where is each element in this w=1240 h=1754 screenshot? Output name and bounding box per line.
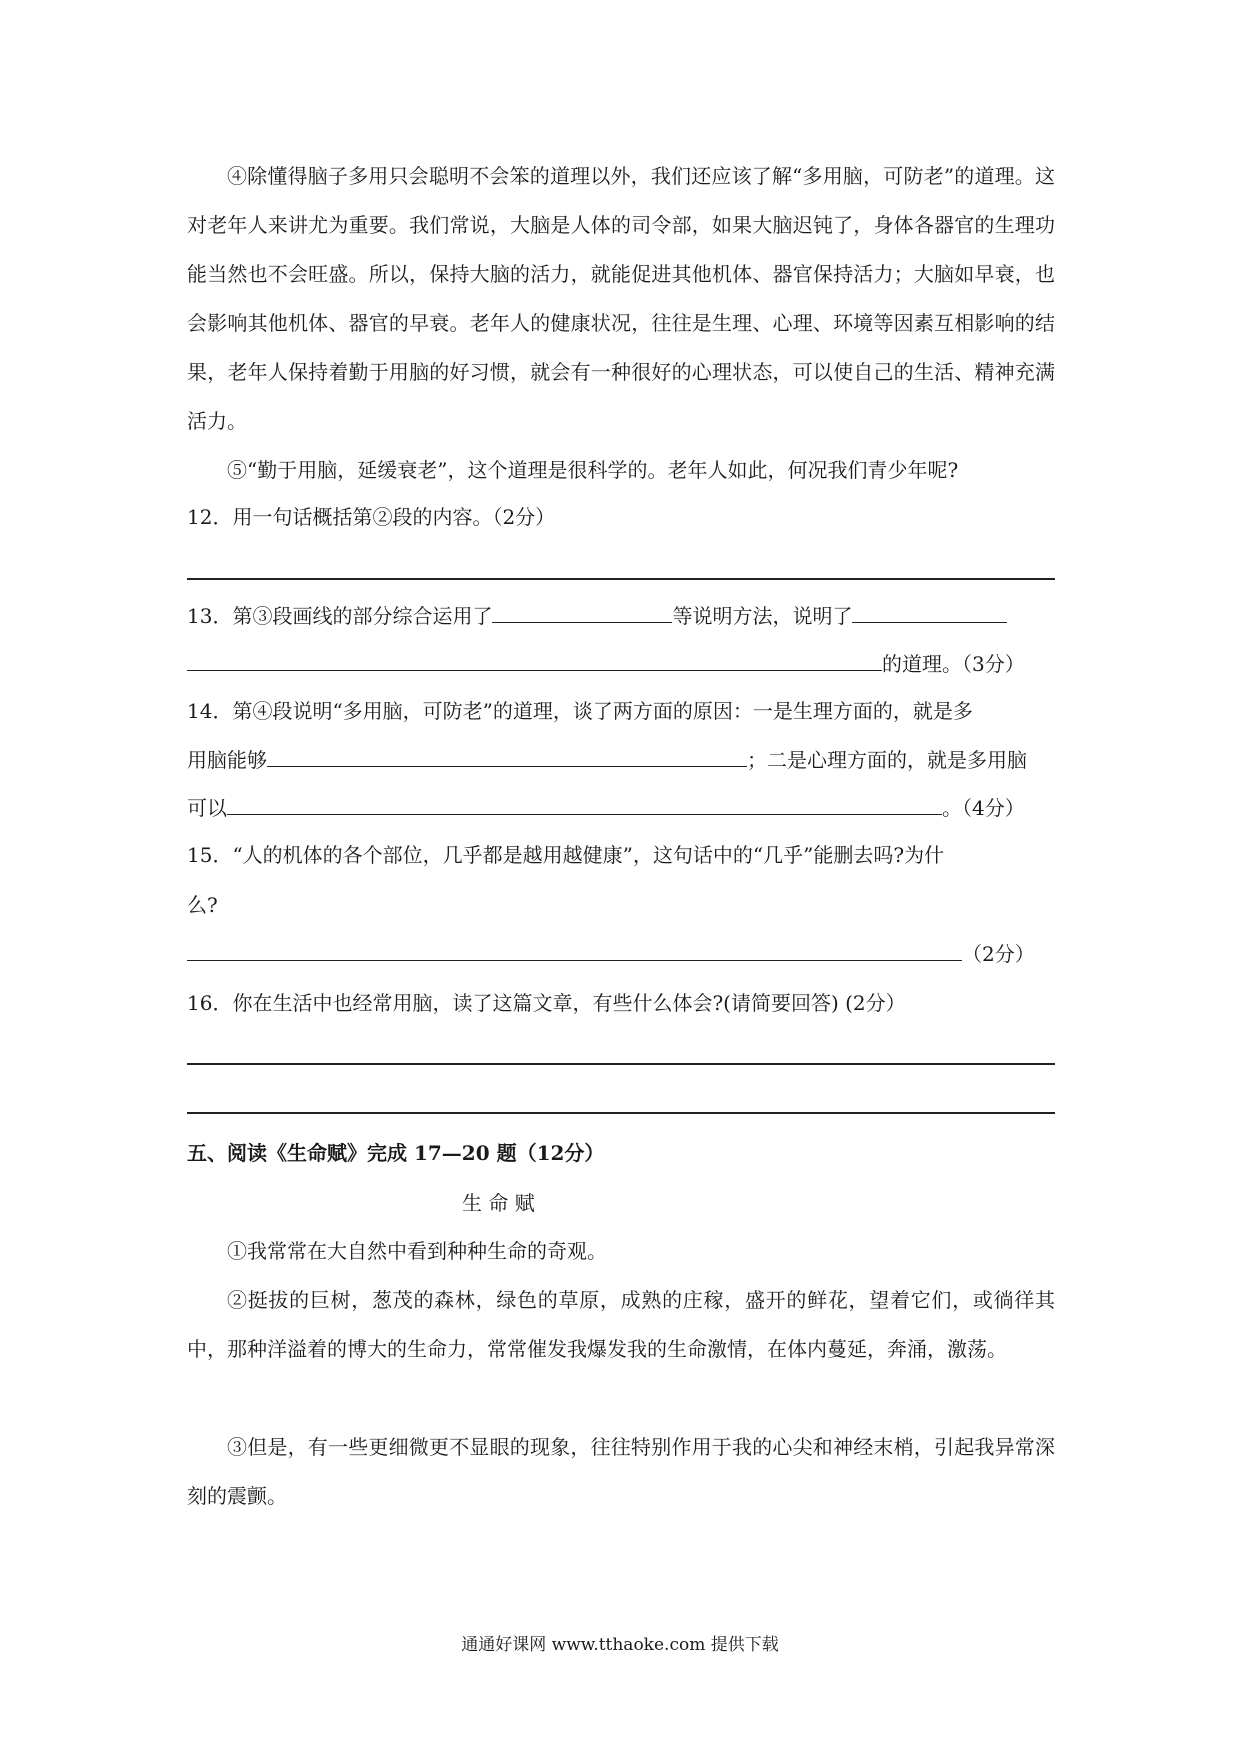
question-13-part-b: 等说明方法，说明了 (672, 604, 853, 628)
paragraph-5: ⑤“勤于用脑，延缓衰老”，这个道理是很科学的。老年人如此，何况我们青少年呢? (227, 458, 959, 482)
blank-13-a[interactable] (492, 602, 672, 623)
answer-line-12 (187, 578, 1055, 580)
section-5-heading: 五、阅读《生命赋》完成 17—20 题（12分） (187, 1141, 605, 1165)
question-15-line-1: 15．“人的机体的各个部位，几乎都是越用越健康”，这句话中的“几乎”能删去吗?为什 (187, 843, 945, 867)
question-16: 16．你在生活中也经常用脑，读了这篇文章，有些什么体会?(请简要回答) (2分） (187, 991, 906, 1015)
paragraph-4: ④除懂得脑子多用只会聪明不会笨的道理以外，我们还应该了解“多用脑，可防老”的道理。这对老年人来讲尤为重要。我们常说，大脑是人体的司令部，如果大脑迟钝了，身体各器官的生理功能当然也不会旺盛。所以，保持大脑的活力，就能促进其他机体、器官保持活力；大脑如早衰，也会影响其他机体、器官的早衰。老年人的健康状况，往往是生理、心理、环境等因素互相影响的结果，老年人保持着勤于用脑的好习惯，就会有一种很好的心理状态，可以使自己的生活、精神充满活力。 (187, 164, 1055, 433)
blank-14-a[interactable] (267, 746, 747, 767)
blank-14-b[interactable] (227, 794, 942, 815)
question-14-part-b: 用脑能够 (187, 748, 267, 772)
question-14-line-2 (187, 746, 1027, 773)
question-12: 12．用一句话概括第②段的内容。（2分） (187, 505, 556, 529)
question-15-line-2: 么? (187, 893, 218, 917)
question-14-line-3 (187, 794, 1025, 821)
section-5-paragraph-2: ②挺拔的巨树，葱茂的森林，绿色的草原，成熟的庄稼，盛开的鲜花，望着它们，或徜徉其中，那种洋溢着的博大的生命力，常常催发我爆发我的生命激情，在体内蔓延，奔涌，激荡。 (187, 1288, 1055, 1361)
question-15-part-c: （2分） (962, 942, 1035, 966)
blank-15[interactable] (187, 940, 962, 961)
question-13-part-c: 的道理。（3分） (882, 652, 1025, 676)
answer-line-16-1 (187, 1063, 1055, 1065)
section-5-paragraph-3: ③但是，有一些更细微更不显眼的现象，往往特别作用于我的心尖和神经末梢，引起我异常深刻的震颤。 (187, 1435, 1055, 1508)
blank-13-b[interactable] (852, 602, 1007, 623)
question-15-line-3 (187, 940, 1035, 967)
question-13-line-2 (187, 650, 1025, 677)
question-14-part-e: 。（4分） (942, 796, 1025, 820)
question-14-line-1: 14．第④段说明“多用脑，可防老”的道理，谈了两方面的原因：一是生理方面的，就是多 (187, 699, 973, 723)
poem-title: 生 命 赋 (462, 1191, 535, 1215)
question-14-part-c: ；二是心理方面的，就是多用脑 (747, 748, 1027, 772)
blank-13-c[interactable] (187, 650, 882, 671)
answer-line-16-2 (187, 1112, 1055, 1114)
section-5-paragraph-1: ①我常常在大自然中看到种种生命的奇观。 (227, 1239, 607, 1263)
question-14-part-d: 可以 (187, 796, 227, 820)
page-footer: 通通好课网 www.tthaoke.com 提供下载 (461, 1635, 779, 1655)
question-13-part-a: 13．第③段画线的部分综合运用了 (187, 604, 493, 628)
question-13-line-1 (187, 602, 1007, 629)
